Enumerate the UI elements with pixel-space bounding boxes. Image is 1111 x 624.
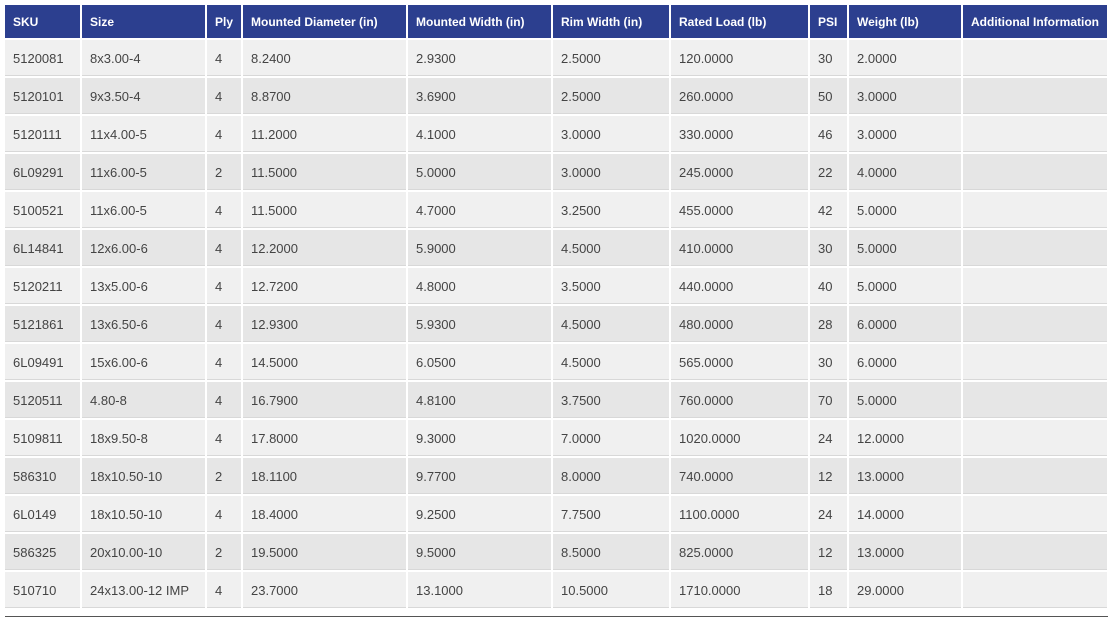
cell-size: 11x6.00-5 [81,153,206,191]
table-row [5,39,1108,77]
cell-rated-load: 330.0000 [670,115,809,153]
cell-additional-information [962,305,1108,343]
cell-mounted-width: 5.9000 [407,229,552,267]
column-header-sku: SKU [5,5,81,39]
cell-ply: 2 [206,457,242,495]
cell-psi: 70 [809,381,848,419]
cell-weight: 6.0000 [848,343,962,381]
cell-weight: 13.0000 [848,533,962,571]
table-row [5,305,1108,343]
table-bottom-rule [5,616,1108,617]
cell-rim-width: 7.7500 [552,495,670,533]
cell-mounted-diameter: 12.7200 [242,267,407,305]
cell-mounted-width: 9.5000 [407,533,552,571]
tire-spec-table [5,5,1109,608]
cell-ply: 4 [206,381,242,419]
cell-psi: 12 [809,457,848,495]
cell-rim-width: 2.5000 [552,77,670,115]
cell-weight: 3.0000 [848,115,962,153]
cell-ply: 4 [206,305,242,343]
cell-rated-load: 1020.0000 [670,419,809,457]
cell-weight: 4.0000 [848,153,962,191]
column-header-mounted-diameter: Mounted Diameter (in) [242,5,407,39]
cell-additional-information [962,533,1108,571]
cell-sku: 510710 [5,571,81,608]
table-row [5,267,1108,305]
table-row [5,191,1108,229]
table-row [5,343,1108,381]
cell-rated-load: 565.0000 [670,343,809,381]
cell-rated-load: 1710.0000 [670,571,809,608]
table-row [5,571,1108,608]
cell-mounted-diameter: 23.7000 [242,571,407,608]
cell-psi: 28 [809,305,848,343]
cell-size: 11x6.00-5 [81,191,206,229]
cell-mounted-diameter: 14.5000 [242,343,407,381]
cell-ply: 4 [206,267,242,305]
cell-additional-information [962,39,1108,77]
cell-additional-information [962,153,1108,191]
cell-weight: 13.0000 [848,457,962,495]
cell-sku: 5100521 [5,191,81,229]
column-header-additional-information: Additional Information [962,5,1108,39]
column-header-mounted-width: Mounted Width (in) [407,5,552,39]
cell-sku: 5120101 [5,77,81,115]
cell-mounted-width: 4.8100 [407,381,552,419]
cell-weight: 5.0000 [848,267,962,305]
cell-ply: 4 [206,571,242,608]
cell-psi: 30 [809,229,848,267]
cell-mounted-width: 2.9300 [407,39,552,77]
cell-weight: 5.0000 [848,191,962,229]
column-header-size: Size [81,5,206,39]
cell-additional-information [962,191,1108,229]
cell-rated-load: 1100.0000 [670,495,809,533]
cell-psi: 24 [809,419,848,457]
cell-rim-width: 3.5000 [552,267,670,305]
cell-mounted-diameter: 11.5000 [242,191,407,229]
cell-mounted-width: 9.3000 [407,419,552,457]
cell-psi: 22 [809,153,848,191]
cell-rim-width: 8.0000 [552,457,670,495]
cell-weight: 12.0000 [848,419,962,457]
cell-mounted-width: 4.8000 [407,267,552,305]
table-row [5,495,1108,533]
table-body [5,39,1108,608]
cell-additional-information [962,571,1108,608]
cell-sku: 5120511 [5,381,81,419]
cell-ply: 2 [206,153,242,191]
cell-ply: 4 [206,115,242,153]
cell-rim-width: 3.2500 [552,191,670,229]
cell-rim-width: 2.5000 [552,39,670,77]
cell-ply: 4 [206,343,242,381]
column-header-psi: PSI [809,5,848,39]
cell-mounted-diameter: 18.1100 [242,457,407,495]
cell-mounted-diameter: 8.8700 [242,77,407,115]
cell-psi: 12 [809,533,848,571]
cell-psi: 46 [809,115,848,153]
cell-rim-width: 3.0000 [552,153,670,191]
cell-rated-load: 740.0000 [670,457,809,495]
cell-ply: 2 [206,533,242,571]
cell-sku: 6L09491 [5,343,81,381]
cell-rated-load: 245.0000 [670,153,809,191]
cell-weight: 3.0000 [848,77,962,115]
column-header-rim-width: Rim Width (in) [552,5,670,39]
cell-sku: 586325 [5,533,81,571]
cell-sku: 586310 [5,457,81,495]
cell-rim-width: 4.5000 [552,229,670,267]
table-row [5,457,1108,495]
cell-psi: 42 [809,191,848,229]
cell-additional-information [962,495,1108,533]
cell-rated-load: 260.0000 [670,77,809,115]
cell-mounted-diameter: 17.8000 [242,419,407,457]
cell-ply: 4 [206,77,242,115]
cell-mounted-diameter: 12.2000 [242,229,407,267]
cell-rated-load: 440.0000 [670,267,809,305]
cell-weight: 5.0000 [848,381,962,419]
cell-ply: 4 [206,191,242,229]
cell-ply: 4 [206,495,242,533]
cell-sku: 5109811 [5,419,81,457]
table-header-row [5,5,1108,39]
cell-rim-width: 7.0000 [552,419,670,457]
cell-size: 4.80-8 [81,381,206,419]
cell-rated-load: 120.0000 [670,39,809,77]
cell-mounted-width: 13.1000 [407,571,552,608]
cell-sku: 6L14841 [5,229,81,267]
cell-size: 13x6.50-6 [81,305,206,343]
cell-sku: 5120111 [5,115,81,153]
cell-psi: 40 [809,267,848,305]
column-header-weight: Weight (lb) [848,5,962,39]
cell-size: 15x6.00-6 [81,343,206,381]
cell-sku: 5120211 [5,267,81,305]
cell-mounted-width: 5.9300 [407,305,552,343]
table-row [5,381,1108,419]
cell-additional-information [962,457,1108,495]
cell-weight: 14.0000 [848,495,962,533]
cell-weight: 29.0000 [848,571,962,608]
cell-rated-load: 455.0000 [670,191,809,229]
cell-weight: 6.0000 [848,305,962,343]
cell-rim-width: 4.5000 [552,343,670,381]
cell-rim-width: 8.5000 [552,533,670,571]
cell-weight: 5.0000 [848,229,962,267]
table-row [5,229,1108,267]
cell-psi: 30 [809,39,848,77]
cell-size: 18x10.50-10 [81,457,206,495]
cell-additional-information [962,229,1108,267]
cell-rated-load: 760.0000 [670,381,809,419]
cell-size: 20x10.00-10 [81,533,206,571]
cell-rim-width: 10.5000 [552,571,670,608]
cell-size: 18x10.50-10 [81,495,206,533]
cell-mounted-diameter: 18.4000 [242,495,407,533]
cell-mounted-diameter: 19.5000 [242,533,407,571]
cell-mounted-diameter: 16.7900 [242,381,407,419]
cell-mounted-diameter: 11.5000 [242,153,407,191]
cell-mounted-diameter: 12.9300 [242,305,407,343]
cell-additional-information [962,381,1108,419]
cell-ply: 4 [206,39,242,77]
cell-rated-load: 480.0000 [670,305,809,343]
cell-size: 12x6.00-6 [81,229,206,267]
cell-mounted-width: 4.1000 [407,115,552,153]
cell-size: 13x5.00-6 [81,267,206,305]
cell-psi: 50 [809,77,848,115]
table-row [5,77,1108,115]
table-row [5,153,1108,191]
cell-size: 18x9.50-8 [81,419,206,457]
cell-mounted-width: 6.0500 [407,343,552,381]
column-header-ply: Ply [206,5,242,39]
table-row [5,419,1108,457]
cell-size: 11x4.00-5 [81,115,206,153]
table-row [5,115,1108,153]
cell-psi: 24 [809,495,848,533]
cell-mounted-width: 3.6900 [407,77,552,115]
cell-additional-information [962,267,1108,305]
cell-additional-information [962,343,1108,381]
table-row [5,533,1108,571]
cell-sku: 5120081 [5,39,81,77]
cell-sku: 5121861 [5,305,81,343]
cell-mounted-width: 9.7700 [407,457,552,495]
cell-psi: 30 [809,343,848,381]
cell-weight: 2.0000 [848,39,962,77]
cell-mounted-width: 9.2500 [407,495,552,533]
column-header-rated-load: Rated Load (lb) [670,5,809,39]
cell-rim-width: 3.0000 [552,115,670,153]
cell-additional-information [962,419,1108,457]
cell-rim-width: 3.7500 [552,381,670,419]
cell-additional-information [962,77,1108,115]
cell-mounted-width: 5.0000 [407,153,552,191]
cell-rated-load: 410.0000 [670,229,809,267]
cell-additional-information [962,115,1108,153]
cell-mounted-width: 4.7000 [407,191,552,229]
cell-mounted-diameter: 8.2400 [242,39,407,77]
cell-rim-width: 4.5000 [552,305,670,343]
cell-size: 24x13.00-12 IMP [81,571,206,608]
cell-size: 8x3.00-4 [81,39,206,77]
cell-psi: 18 [809,571,848,608]
cell-sku: 6L09291 [5,153,81,191]
cell-mounted-diameter: 11.2000 [242,115,407,153]
cell-ply: 4 [206,419,242,457]
cell-size: 9x3.50-4 [81,77,206,115]
cell-sku: 6L0149 [5,495,81,533]
cell-rated-load: 825.0000 [670,533,809,571]
cell-ply: 4 [206,229,242,267]
